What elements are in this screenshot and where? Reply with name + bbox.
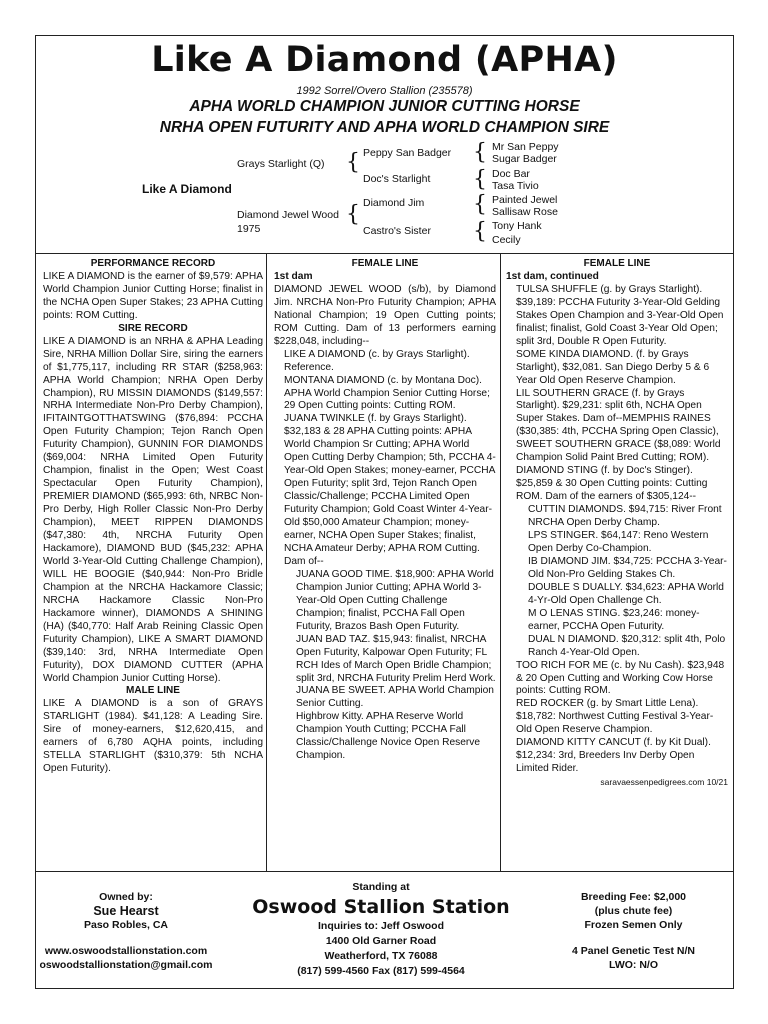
section-title: FEMALE LINE — [351, 258, 419, 269]
phone-fax: (817) 599-4560 Fax (817) 599-4564 — [297, 965, 465, 977]
list-item: M O LENAS STING. $23,246: money-earner, PCCHA Open Futurity. — [528, 607, 700, 632]
list-item: DIAMOND KITTY CANCUT (f. by Kit Dual). $12,234: 3rd, Breeders Inv Derby Open Limited Rider. — [516, 737, 711, 775]
list-item: TULSA SHUFFLE (g. by Grays Starlight). $39,189: PCCHA Futurity 3-Year-Old Gelding Stakes Open Champion and 3-Year-Old Open finalist; finalist, Gold Coast 3-Year Old Open; split 3rd, Double R Open Futurity. — [516, 283, 724, 347]
standing-block — [216, 880, 546, 979]
standing-at-label: Standing at — [352, 881, 410, 893]
list-item: Highbrow Kitty. APHA Reserve World Champion Youth Cutting; PCCHA Fall Classic/Challenge Novice Open Reserve Champion. — [296, 711, 481, 762]
section-title: MALE LINE — [126, 685, 180, 697]
genetic-test: 4 Panel Genetic Test N/N — [572, 945, 695, 957]
owner-name: Sue Hearst — [93, 904, 159, 918]
pedigree-sire-sire: Peppy San Badger — [363, 147, 452, 159]
breeding-block — [536, 890, 731, 972]
headline-secondary: NRHA OPEN FUTURITY AND APHA WORLD CHAMPION SIRE — [159, 119, 610, 136]
pedigree-sire-dam: Doc's Starlight — [363, 173, 431, 185]
section-title: PERFORMANCE RECORD — [90, 258, 216, 269]
address-line2: Weatherford, TX 76088 — [324, 950, 438, 962]
list-item: SOME KINDA DIAMOND. (f. by Grays Starlight), $32,081. San Diego Derby 5 & 6 Year Old Open Reserve Champion. — [516, 348, 710, 386]
breeding-fee: Breeding Fee: $2,000 — [580, 891, 687, 903]
list-item: TOO RICH FOR ME (c. by Nu Cash). $23,948 & 20 Open Cutting and Working Cow Horse points: Cutting ROM. — [516, 659, 725, 697]
station-name: Oswood Stallion Station — [252, 896, 510, 918]
horse-subtitle: 1992 Sorrel/Overo Stallion (235578) — [296, 85, 473, 97]
pedigree-ssd: Sugar Badger — [492, 153, 557, 165]
website-link[interactable]: www.oswoodstallionstation.com — [44, 945, 208, 957]
footer — [36, 876, 733, 988]
ad-page-frame — [35, 35, 734, 989]
owned-by-label: Owned by: — [99, 891, 153, 903]
section-title: FEMALE LINE — [583, 258, 651, 269]
list-item: DOUBLE S DUALLY. $34,623: APHA World 4-Yr-Old Open Challenge Ch. — [528, 581, 724, 606]
dam-text: DIAMOND JEWEL WOOD (s/b), by Diamond Jim. NRCHA Non-Pro Futurity Champion; APHA National Champion; 19 Open Cutting points; ROM Cutting. Dam of 13 performers earning $228,048, including-- — [274, 283, 496, 347]
pedigree-brace: { — [473, 192, 487, 217]
list-item: DIAMOND STING (f. by Doc's Stinger). $25,859 & 30 Open Cutting points: Cutting ROM. Dam of the earners of $305,124-- — [516, 465, 708, 503]
pedigree-dam-dam: Castro's Sister — [363, 225, 431, 237]
pedigree-dam-year: 1975 — [237, 223, 261, 235]
pedigree-brace: { — [346, 150, 360, 175]
pedigree-sds: Doc Bar — [492, 168, 530, 180]
list-item: DUAL N DIAMOND. $20,312: split 4th, Polo Ranch 4-Year-Old Open. — [528, 633, 726, 658]
list-item: JUANA GOOD TIME. $18,900: APHA World Champion Junior Cutting; APHA World 3-Year-Old Open Cutting Challenge Champion; finalist, PCCHA Fall Open Futurity, Brazos Bash Open Futurity. — [296, 568, 494, 632]
sire-record-text: LIKE A DIAMOND is an NRHA & APHA Leading Sire, NRHA Million Dollar Sire, siring the earners of $1,775,117, including RR STAR ($258,963: APHA World Champion; NRHA Open Derby Champion), RU MISSIN DIAMONDS ($149,557: NRHA Intermediate Non-Pro Derby Champion), IFITAINTGOTTHATSWING ($76,894: PCCHA Open Futurity Champion; Tejon Ranch Open Futurity Champion), GUNNIN FOR DIAMONDS ($69,004: NRHA Limited Open Futurity Champion, finalist in the Open; West Coast Spectacular Open Futurity Champion), PREMIER DIAMOND ($65,993: 6th, NRBC Non-Pro Derby, High Roller Classic Non-Pro Derby Champion), MEET RIPPEN DIAMONDS ($47,380: 4th, NRCHA Futurity Open Hackamore), DIAMOND BUD ($45,232: APHA World 3-Year-Old Cutting Challenge Champion), WILL HE BOOGIE ($40,944: Non-Pro Bridle Champion at the NRCHA Hackamore Classic; NRCHA Hackamore Classic Non-Pro Hackamore winner), DIAMONDS A SHINING (HA) ($40,770: Half Arab Reining Classic Open Futurity Champion), LIKE A SMART DIAMOND ($39,140: 3rd, NRHA Intermediate Open Futurity), DOX DIAMOND CUTTER (APHA World Champion Junior Cutting Horse). — [43, 335, 263, 684]
frozen-semen: Frozen Semen Only — [584, 919, 683, 931]
dam-label: 1st dam — [274, 270, 313, 282]
pedigree-dsd: Sallisaw Rose — [492, 206, 558, 218]
list-item: LIKE A DIAMOND (c. by Grays Starlight). Reference. — [284, 348, 470, 373]
list-item: JUANA BE SWEET. APHA World Champion Senior Cutting. — [296, 685, 494, 710]
column-female-line — [274, 258, 496, 763]
pedigree-brace: { — [346, 202, 360, 227]
list-item: RED ROCKER (g. by Smart Little Lena). $18,782: Northwest Cutting Festival 3-Year-Old Open Reserve Champion. — [516, 698, 714, 736]
owner-block — [36, 890, 216, 972]
column-divider — [500, 253, 501, 871]
pedigree-brace: { — [473, 219, 487, 244]
column-performance — [43, 258, 263, 776]
email-link[interactable]: oswoodstallionstation@gmail.com — [39, 959, 213, 971]
column-divider — [266, 253, 267, 871]
pedigree-brace: { — [473, 140, 487, 165]
inquiries: Inquiries to: Jeff Oswood — [317, 920, 444, 932]
section-title: SIRE RECORD — [118, 322, 188, 334]
address-line1: 1400 Old Garner Road — [325, 935, 437, 947]
list-item: CUTTIN DIAMONDS. $94,715: River Front NRCHA Open Derby Champ. — [528, 504, 722, 529]
page-title: Like A Diamond (APHA) — [151, 40, 618, 80]
headline-primary: APHA WORLD CHAMPION JUNIOR CUTTING HORSE — [189, 98, 580, 115]
chute-fee: (plus chute fee) — [594, 905, 673, 917]
divider — [36, 253, 733, 254]
pedigree-sdd: Tasa Tivio — [492, 180, 539, 192]
pedigree-ddd: Cecily — [492, 234, 521, 246]
pedigree-dam-sire: Diamond Jim — [363, 197, 425, 209]
pedigree-horse: Like A Diamond — [142, 182, 232, 196]
list-item: MONTANA DIAMOND (c. by Montana Doc). APHA World Champion Senior Cutting Horse; 29 Open Cutting points: Cutting ROM. — [284, 374, 490, 412]
list-item: IB DIAMOND JIM. $34,725: PCCHA 3-Year-Old Non-Pro Gelding Stakes Ch. — [528, 555, 727, 580]
pedigree-dds: Tony Hank — [492, 220, 542, 232]
list-item: JUANA TWINKLE (f. by Grays Starlight). $32,183 & 28 APHA Cutting points: APHA World Champion Sr Cutting; APHA World Open Cutting Derby Champion; 5th, PCCHA 4-Year-Old Open Stakes; money-earner, PCCHA Open Futurity; split 3rd, Tejon Ranch Open Classic/Challenge; PCCHA Limited Open Futurity Champion; Gold Coast Winter 4-Year-Old $50,000 Amateur Champion; money-earner, NCHA Open Super Stakes; finalist, NCHA Amateur Derby; APHA ROM Cutting. Dam of-- — [284, 413, 496, 567]
pedigree-dss: Painted Jewel — [492, 194, 558, 206]
male-line-text: LIKE A DIAMOND is a son of GRAYS STARLIGHT (1984). $41,128: A Leading Sire. Sire of money-earners, $12,620,415, and earners of 6,780 AQHA points, including STELLA STARLIGHT ($310,379: 5th NCHA Open Futurity). — [43, 698, 263, 775]
dam-continued-label: 1st dam, continued — [506, 270, 599, 282]
list-item: LPS STINGER. $64,147: Reno Western Open Derby Co-Champion. — [528, 530, 709, 554]
pedigree-sss: Mr San Peppy — [492, 141, 559, 153]
list-item: LIL SOUTHERN GRACE (f. by Grays Starlight). $29,231: split 6th, NCHA Open Super Stakes. Dam of--MEMPHIS RAINES ($30,385: 4th, PCCHA Spring Open Classic), SWEET SOUTHERN GRACE ($8,089: World Champion Solid Paint Bred Cutting; ROM). — [516, 387, 721, 464]
list-item: JUAN BAD TAZ. $15,943: finalist, NRCHA Open Futurity, Kalpowar Open Futurity; FL RCH Ides of March Open Bridle Champion; split 3rd, NRCHA Futurity Prelim Herd Work. — [296, 633, 496, 684]
pedigree-dam: Diamond Jewel Wood — [237, 209, 339, 221]
column-female-line-continued — [506, 258, 728, 789]
pedigree-brace: { — [473, 167, 487, 192]
divider — [36, 871, 733, 872]
lwo-status: LWO: N/O — [609, 959, 658, 971]
pedigree-credit: saravaessenpedigrees.com 10/21 — [600, 777, 728, 788]
pedigree-sire: Grays Starlight (Q) — [237, 158, 325, 170]
performance-text: LIKE A DIAMOND is the earner of $9,579: APHA World Champion Junior Cutting Horse; finalist in the NCHA Open Super Stakes; 23 APHA Cutting points: ROM Cutting. — [43, 270, 263, 321]
owner-location: Paso Robles, CA — [83, 919, 169, 931]
